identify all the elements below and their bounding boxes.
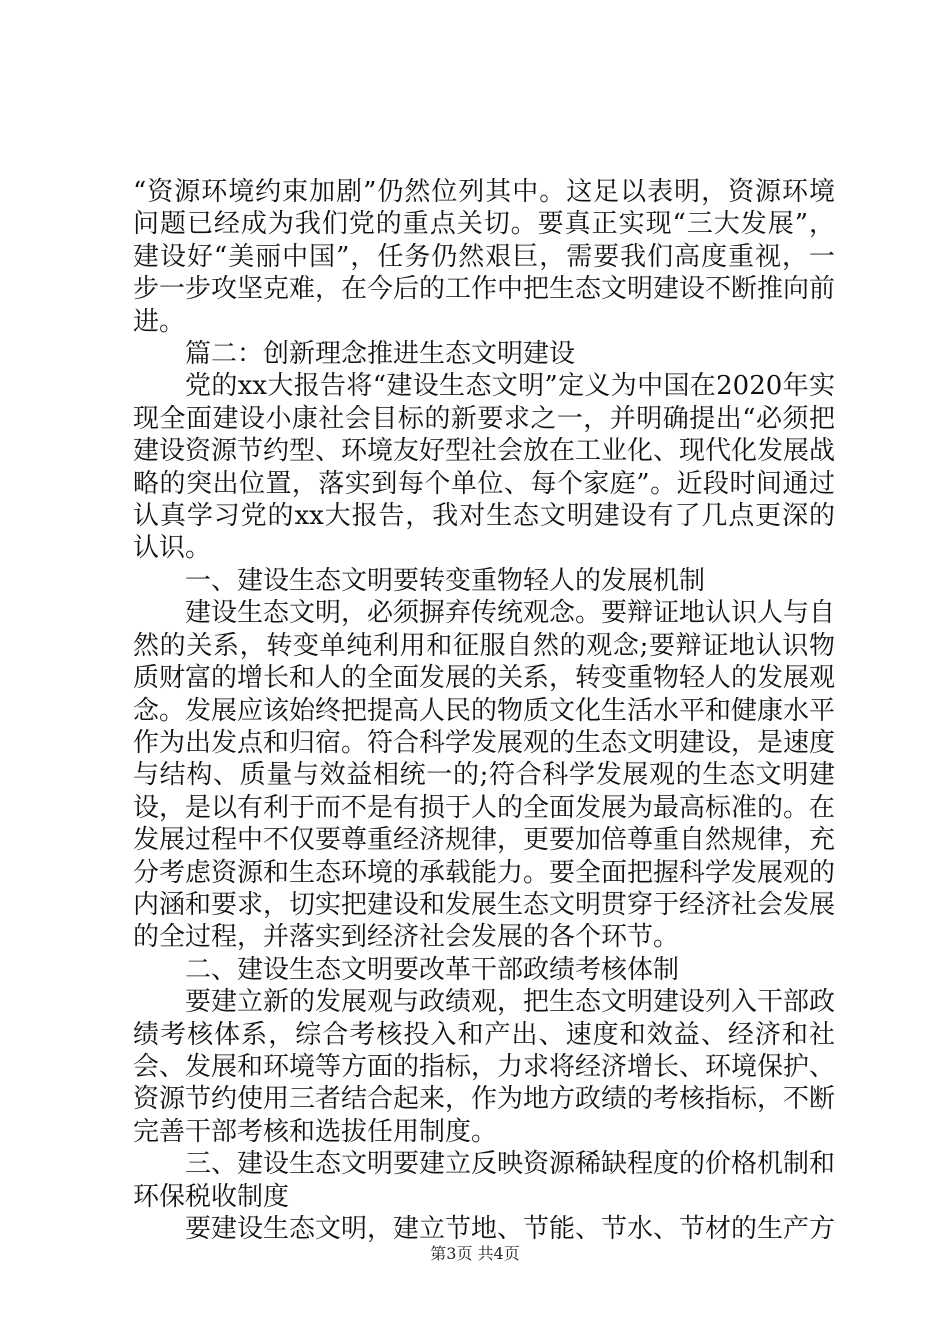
subheading-three: 三、建设生态文明要建立反映资源稀缺程度的价格机制和环保税收制度: [133, 1149, 836, 1212]
subheading-two: 二、建设生态文明要改革干部政绩考核体制: [185, 954, 680, 985]
paragraph-continuation: “资源环境约束加剧”仍然位列其中。这足以表明，资源环境问题已经成为我们党的重点关切。要真正实现“三大发展”，建设好“美丽中国”，任务仍然艰巨，需要我们高度重视，一步一步攻坚克难，在今后的工作中把生态文明建设不断推向前进。: [133, 177, 836, 337]
paragraph-two: 要建立新的发展观与政绩观，把生态文明建设列入干部政绩考核体系，综合考核投入和产出、速度和效益、经济和社会、发展和环境等方面的指标，力求将经济增长、环境保护、资源节约使用三者结合起来，作为地方政绩的考核指标，不断完善干部考核和选拔任用制度。: [133, 987, 836, 1147]
paragraph-intro: 党的xx大报告将“建设生态文明”定义为中国在2020年实现全面建设小康社会目标的新要求之一，并明确提出“必须把建设资源节约型、环境友好型社会放在工业化、现代化发展战略的突出位置，落实到每个单位、每个家庭”。近段时间通过认真学习党的xx大报告，我对生态文明建设有了几点更深的认识。: [133, 371, 836, 564]
paragraph-three: 要建设生态文明，建立节地、节能、节水、节材的生产方: [185, 1214, 836, 1244]
subheading-one: 一、建设生态文明要转变重物轻人的发展机制: [185, 565, 706, 596]
document-body: [133, 176, 835, 1245]
section-heading-part-two: 篇二：创新理念推进生态文明建设: [185, 339, 576, 370]
paragraph-one: 建设生态文明，必须摒弃传统观念。要辩证地认识人与自然的关系，转变单纯利用和征服自然的观念;要辩证地认识物质财富的增长和人的全面发展的关系，转变重物轻人的发展观念。发展应该始终把提高人民的物质文化生活水平和健康水平作为出发点和归宿。符合科学发展观的生态文明建设，是速度与结构、质量与效益相统一的;符合科学发展观的生态文明建设，是以有利于而不是有损于人的全面发展为最高标准的。在发展过程中不仅要尊重经济规律，更要加倍尊重自然规律，充分考虑资源和生态环境的承载能力。要全面把握科学发展观的内涵和要求，切实把建设和发展生态文明贯穿于经济社会发展的全过程，并落实到经济社会发展的各个环节。: [133, 598, 836, 953]
page-number-footer: 第3页 共4页: [430, 1244, 520, 1263]
